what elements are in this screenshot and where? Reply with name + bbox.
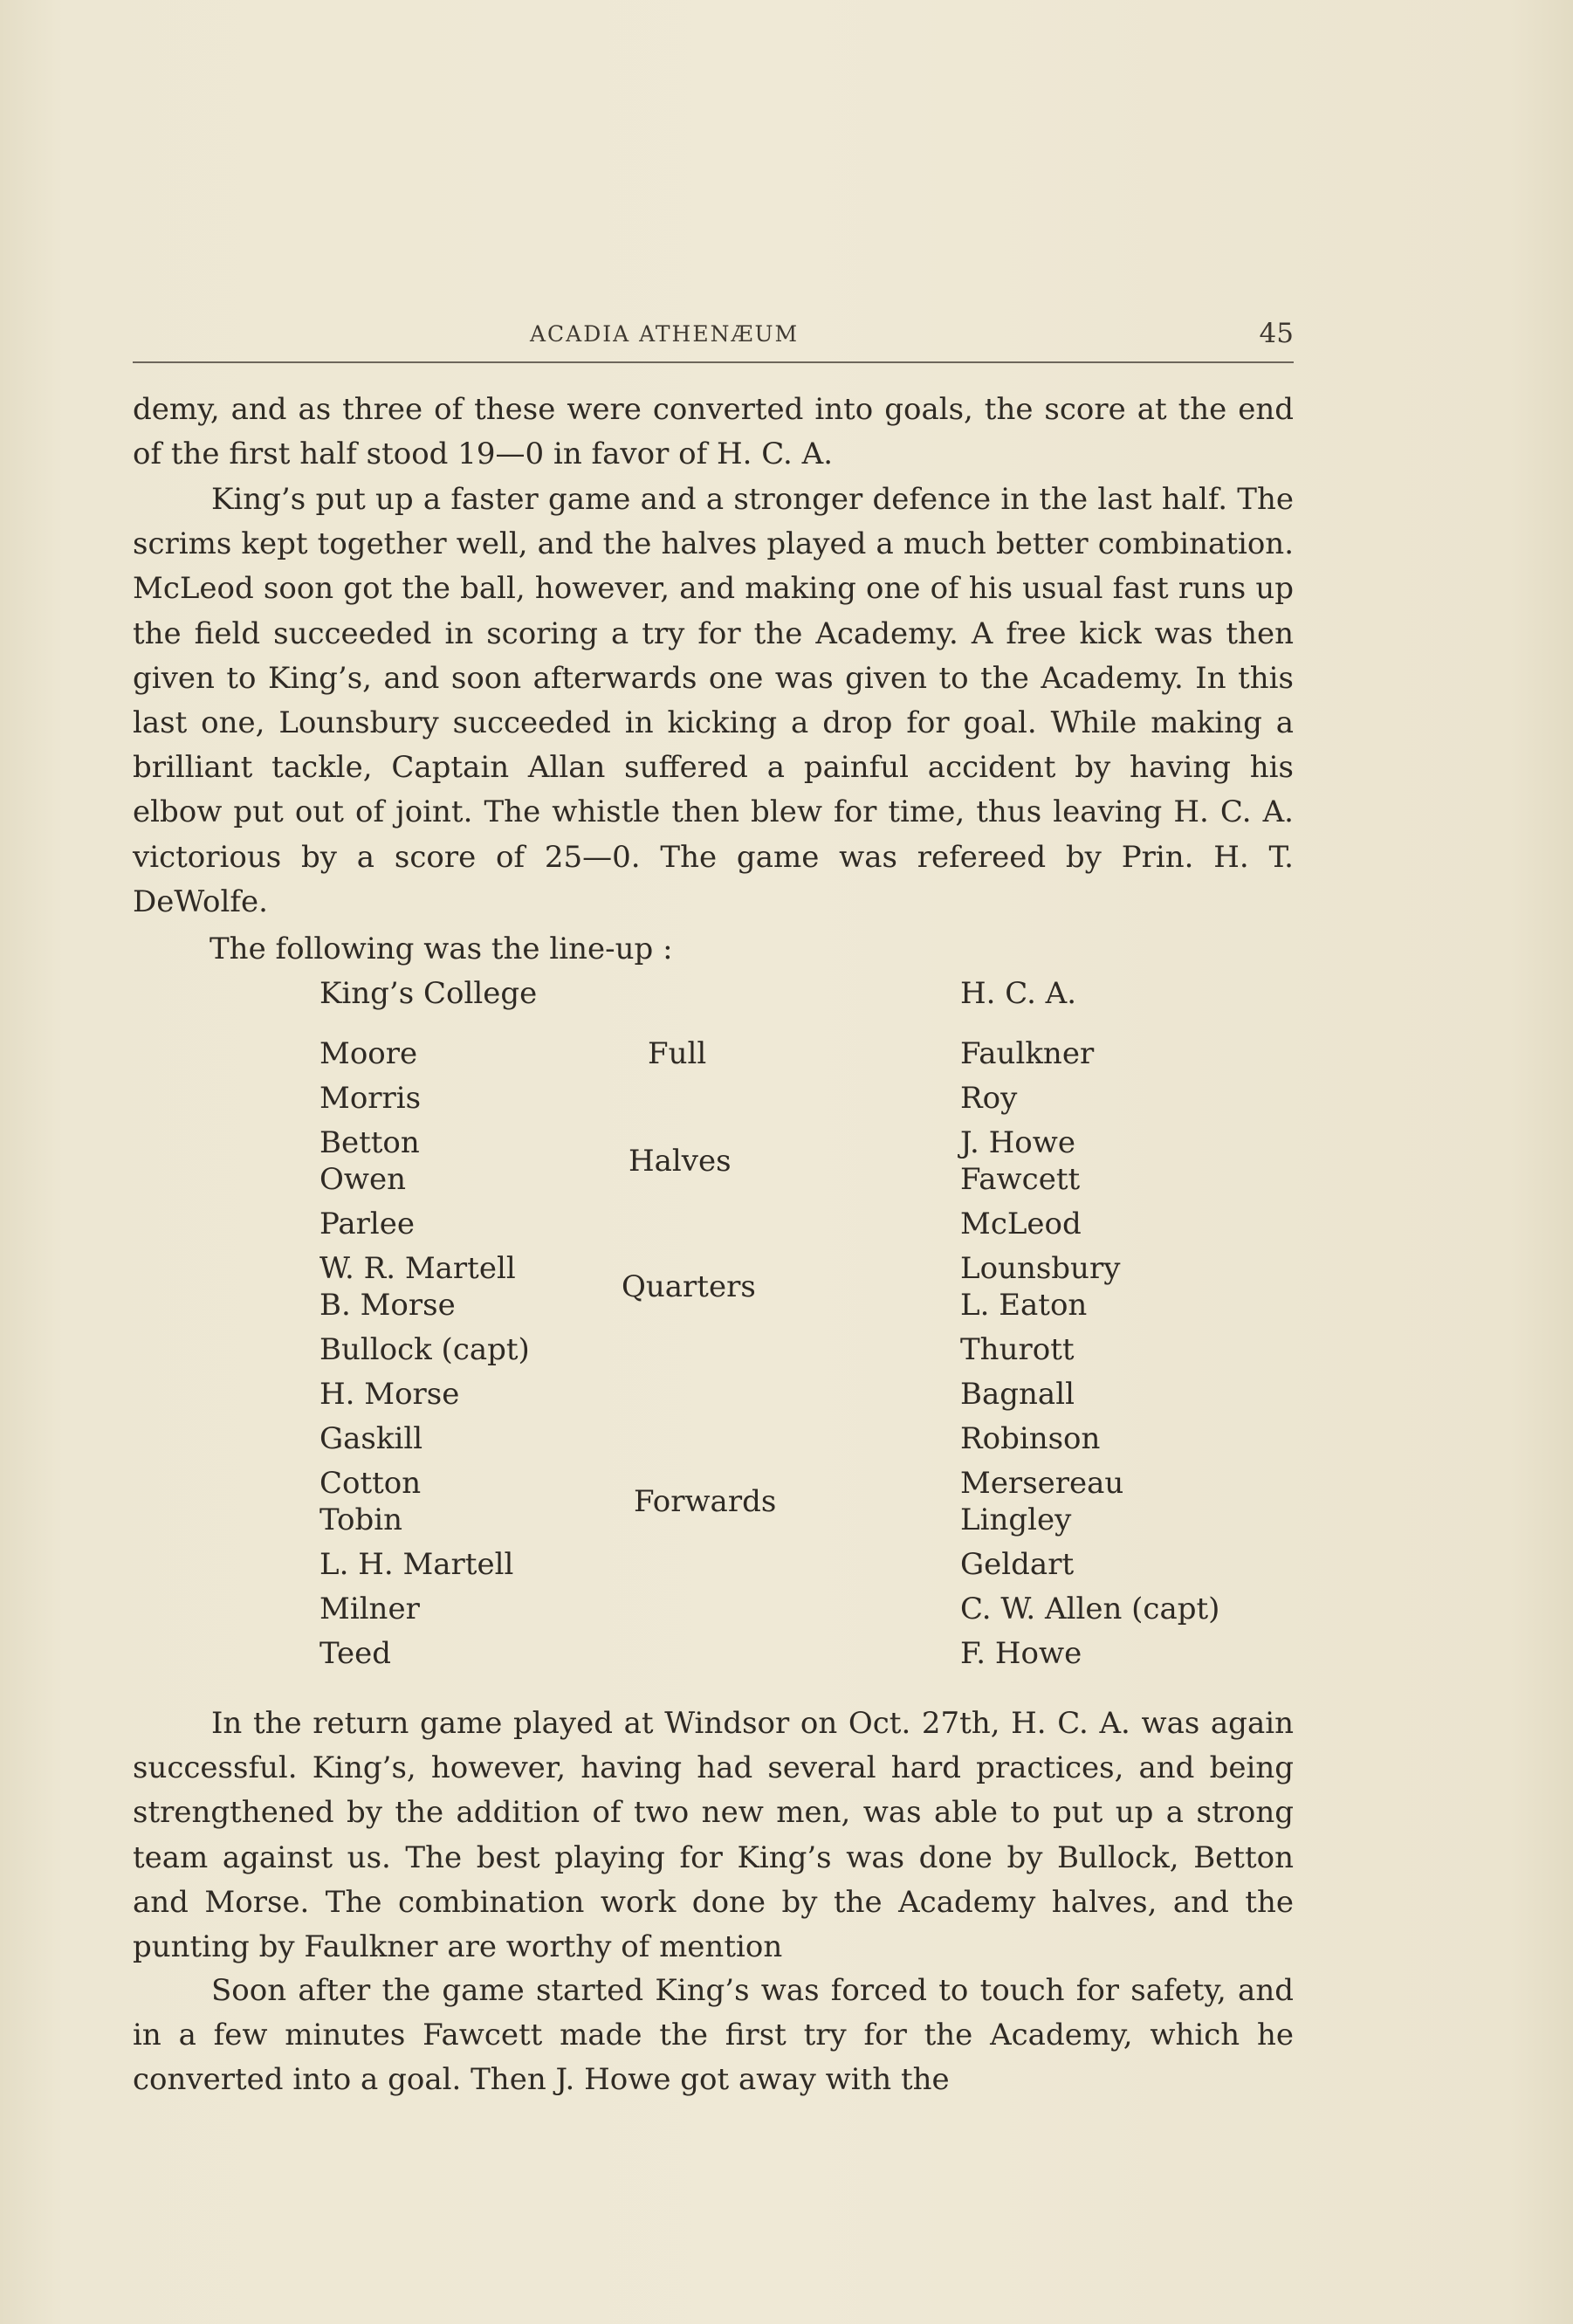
lineup-right-name: Mersereau <box>960 1466 1124 1501</box>
lineup-left-name: L. H. Martell <box>319 1547 514 1582</box>
lineup-left-name: Moore <box>319 1036 418 1071</box>
header-rule <box>133 361 1294 363</box>
lineup-intro: The following was the line-up : <box>210 932 673 966</box>
lineup-right-name: C. W. Allen (capt) <box>960 1592 1220 1626</box>
lineup-position-full: Full <box>648 1036 707 1071</box>
lineup-left-header: King’s College <box>319 976 538 1011</box>
lineup-left-name: B. Morse <box>319 1288 456 1323</box>
page-header <box>133 318 1294 360</box>
lineup-right-name: McLeod <box>960 1207 1082 1241</box>
lineup-right-name: Thurott <box>960 1332 1075 1367</box>
lineup-left-name: W. R. Martell <box>319 1251 516 1286</box>
lineup-right-name: F. Howe <box>960 1636 1082 1671</box>
lineup-left-name: Betton <box>319 1125 420 1160</box>
lineup-right-name: Geldart <box>960 1547 1075 1582</box>
lineup-position-forwards: Forwards <box>634 1484 777 1519</box>
lineup-right-name: J. Howe <box>960 1125 1075 1160</box>
lineup-right-name: Roy <box>960 1081 1018 1116</box>
lineup-left-name: Cotton <box>319 1466 422 1501</box>
lineup-right-name: Faulkner <box>960 1036 1095 1071</box>
lineup-left-name: Bullock (capt) <box>319 1332 530 1367</box>
lineup-left-name: Milner <box>319 1592 420 1626</box>
paragraph-second-half: King’s put up a faster game and a stronger defence in the last half. The scrims kept together well, and the halves played a much better combination. McLeod soon got the ball, however, and making one of his usual fast runs up the field succeeded in scoring a try for the Academy. A free kick was then given to King’s, and soon afterwards one was given to the Academy. In this last one, Lounsbury succeeded in kicking a drop for goal. While making a brilliant tackle, Captain Allan suffered a painful accident by having his elbow put out of joint. The whistle then blew for time, thus leaving H. C. A. victorious by a score of 25—0. The game was refereed by Prin. H. T. DeWolfe. <box>133 482 1294 919</box>
running-title: ACADIA ATHENÆUM <box>530 321 800 347</box>
lineup-left-name: H. Morse <box>319 1377 460 1412</box>
paragraph-return-game: In the return game played at Windsor on Oct. 27th, H. C. A. was again successful. King’s, however, having had several hard practices, and being strengthened by the addition of two new men, was able to put up a strong team against us. The best playing for King’s was done by Bullock, Betton and Morse. The combination work done by the Academy halves, and the punting by Faulkner are worthy of mention <box>133 1706 1294 1965</box>
lineup-right-name: Bagnall <box>960 1377 1075 1412</box>
lineup-left-name: Owen <box>319 1162 406 1197</box>
paragraph-soon-after: Soon after the game started King’s was forced to touch for safety, and in a few minutes Fawcett made the first try for the Academy, which he converted into a goal. Then J. Howe got away with the <box>133 1973 1294 2098</box>
lineup-right-name: Lingley <box>960 1502 1072 1537</box>
lineup-left-name: Tobin <box>319 1502 403 1537</box>
page-number: 45 <box>1259 318 1294 349</box>
lineup-left-name: Gaskill <box>319 1421 423 1456</box>
lineup-left-name: Morris <box>319 1081 422 1116</box>
lineup-left-name: Parlee <box>319 1207 415 1241</box>
lineup-right-name: Lounsbury <box>960 1251 1121 1286</box>
lineup-position-halves: Halves <box>629 1144 732 1179</box>
lineup-right-name: Robinson <box>960 1421 1101 1456</box>
lineup-right-name: L. Eaton <box>960 1288 1088 1323</box>
lineup-right-name: Fawcett <box>960 1162 1081 1197</box>
lineup-position-quarters: Quarters <box>622 1269 756 1304</box>
lineup-left-name: Teed <box>319 1636 392 1671</box>
lineup-right-header: H. C. A. <box>960 976 1077 1011</box>
paragraph-continuation: demy, and as three of these were converted into goals, the score at the end of the first half stood 19—0 in favor of H. C. A. <box>133 392 1294 472</box>
